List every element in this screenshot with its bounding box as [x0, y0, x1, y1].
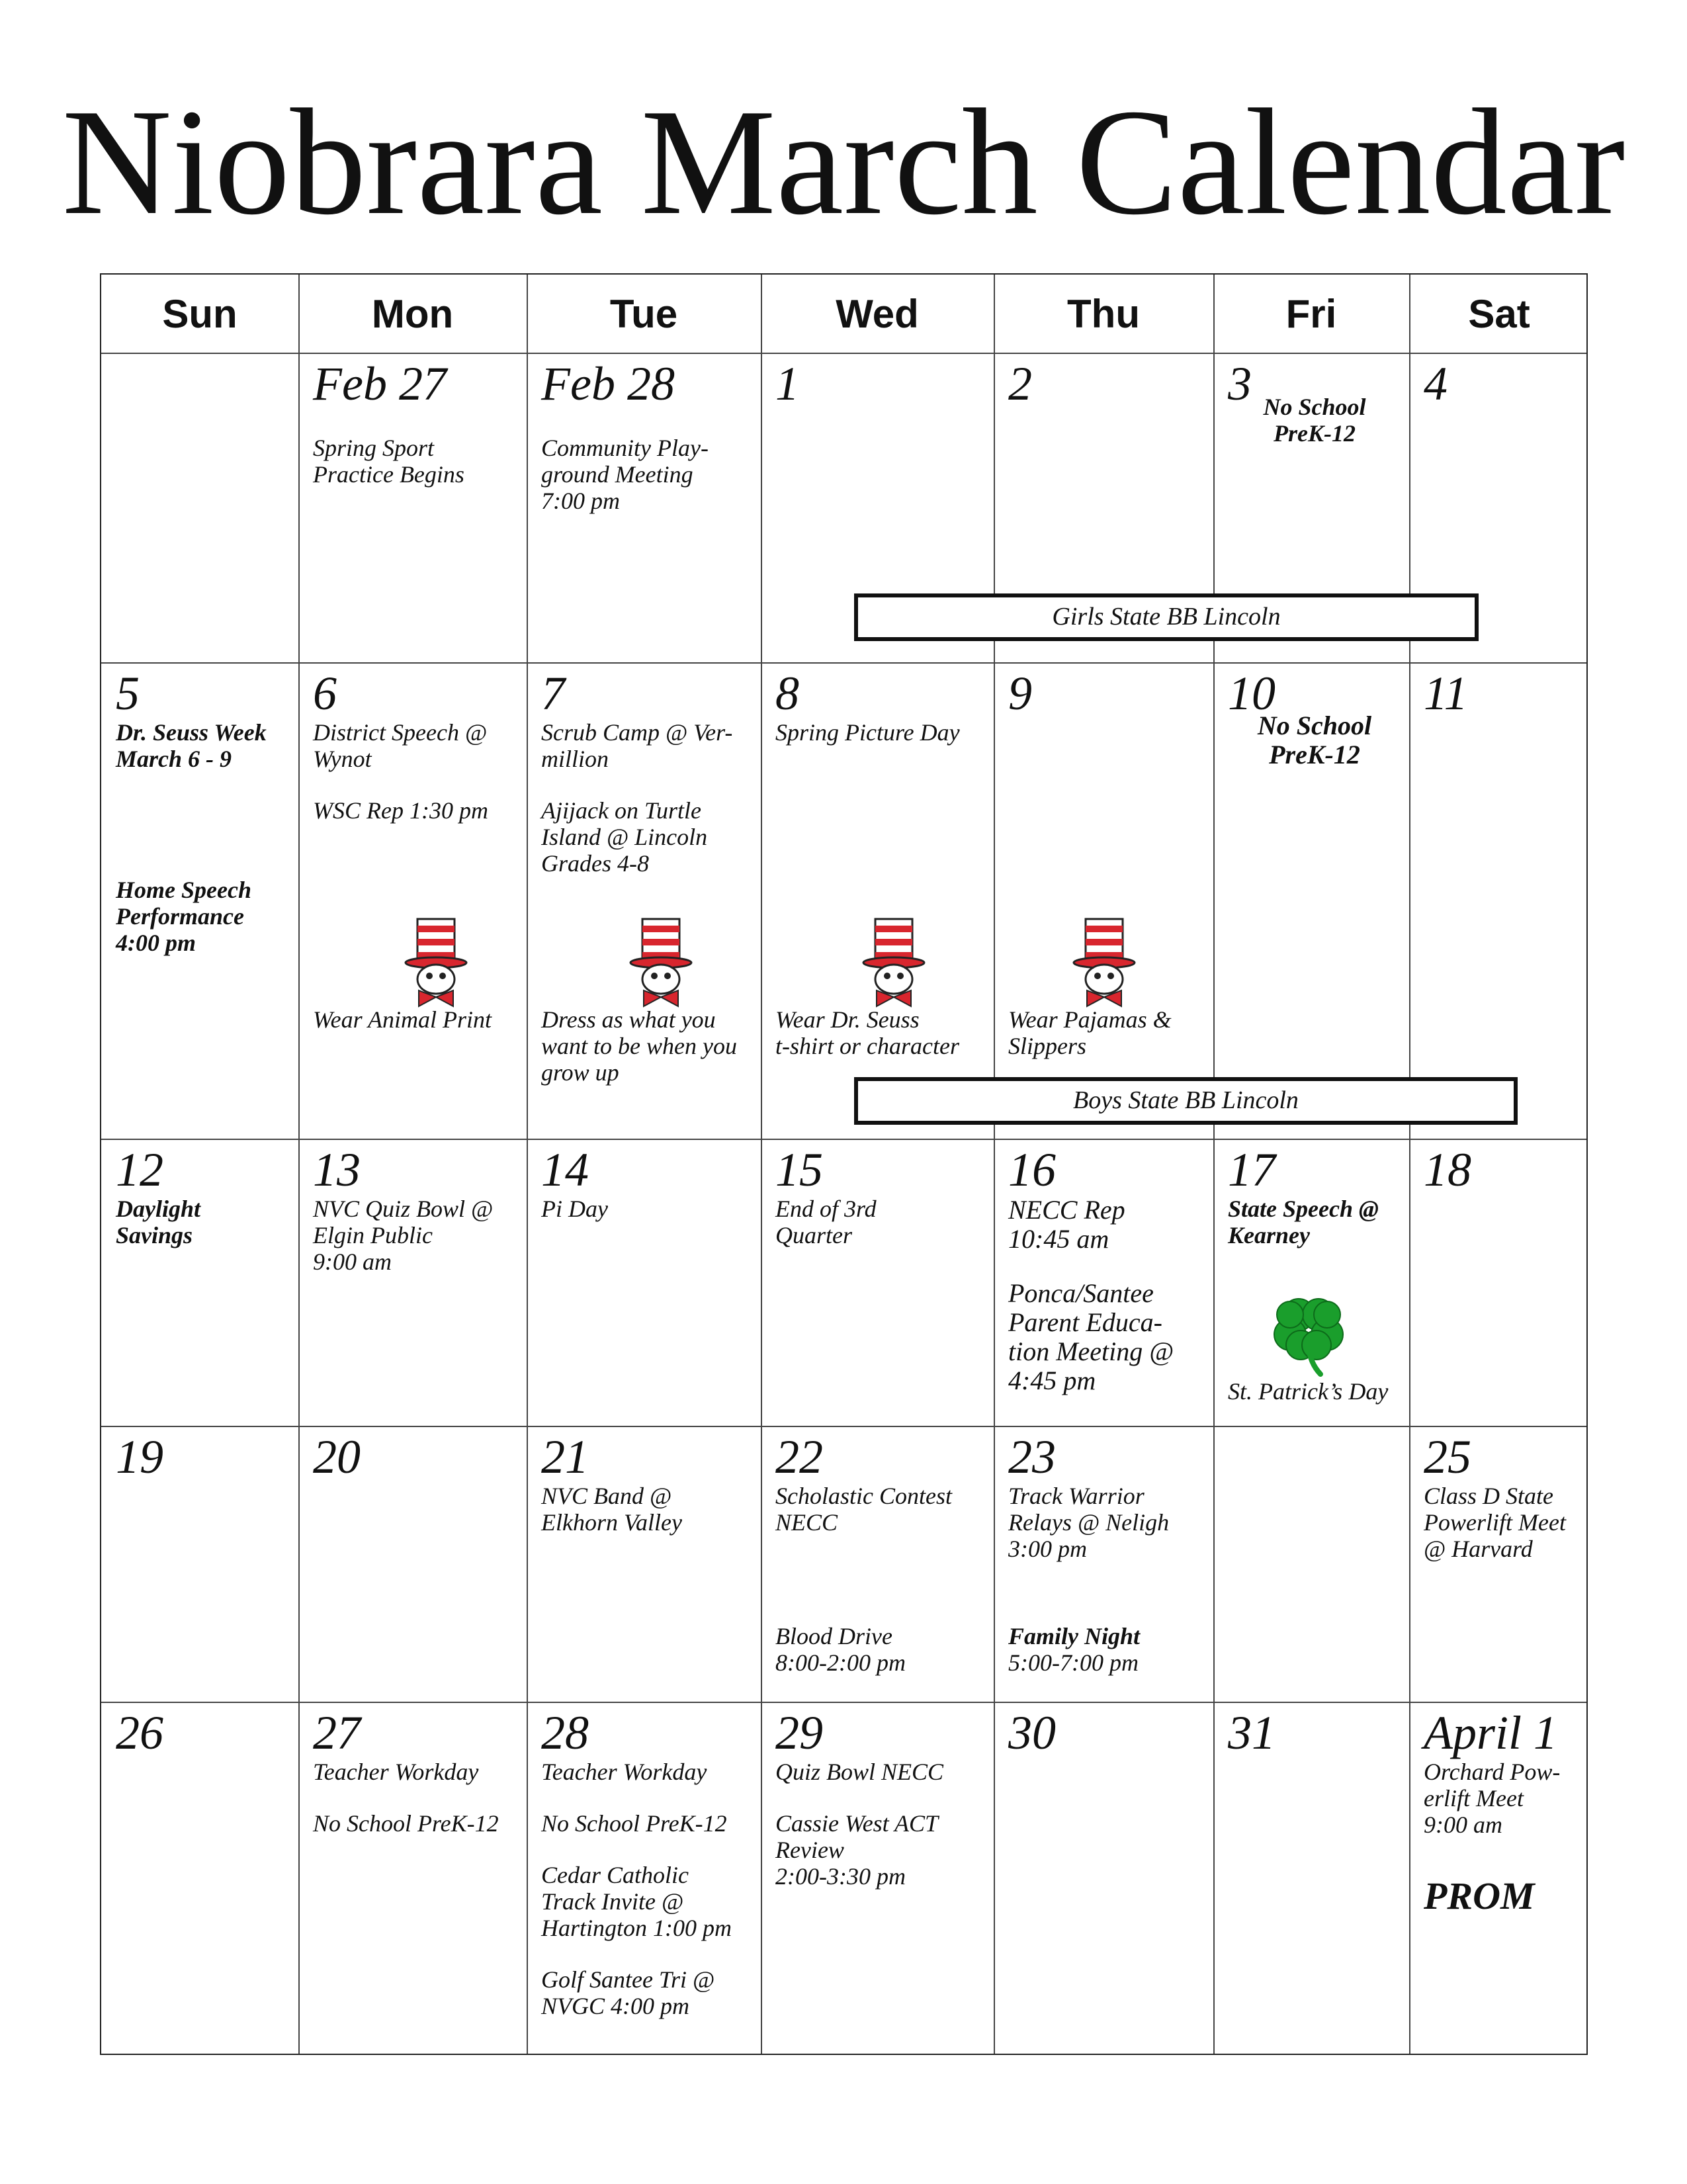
- day-cell: [1213, 662, 1409, 1139]
- date-number: 18: [1424, 1143, 1471, 1196]
- day-cell: [761, 1702, 994, 2055]
- event-text: Ajijack on Turtle Island @ Lincoln Grades 4-8: [541, 797, 708, 877]
- day-cell: [761, 1139, 994, 1426]
- day-cell: [994, 1702, 1213, 2055]
- day-cell: [298, 1702, 527, 2055]
- day-cell: [298, 1426, 527, 1702]
- day-cell: [994, 1426, 1213, 1702]
- date-number: Feb 27: [313, 357, 447, 410]
- event-text: Blood Drive 8:00-2:00 pm: [775, 1623, 906, 1676]
- event-text: St. Patrick’s Day: [1228, 1378, 1389, 1405]
- date-number: 27: [313, 1706, 361, 1759]
- day-cell: [527, 1702, 761, 2055]
- day-cell: [101, 662, 298, 1139]
- calendar-grid: [100, 273, 1588, 2055]
- event-text: NVC Quiz Bowl @ Elgin Public 9:00 am: [313, 1196, 494, 1275]
- date-number: 21: [541, 1430, 589, 1483]
- day-cell: [994, 1139, 1213, 1426]
- prom-label: PROM: [1424, 1874, 1535, 1917]
- date-number: 15: [775, 1143, 823, 1196]
- event-text: Dr. Seuss Week March 6 - 9: [116, 719, 267, 772]
- day-cell: [1213, 1139, 1409, 1426]
- event-text: Wear Dr. Seuss t-shirt or character: [775, 1006, 959, 1059]
- date-number: 14: [541, 1143, 589, 1196]
- date-number: 13: [313, 1143, 361, 1196]
- day-header-wed: Wed: [836, 291, 919, 336]
- day-header-mon: Mon: [371, 291, 454, 336]
- day-cell: [298, 662, 527, 1139]
- boys-state-bb-bar: [854, 1077, 1518, 1125]
- day-cell: [1409, 1702, 1589, 2055]
- day-header-tue: Tue: [609, 291, 678, 336]
- date-number: 4: [1424, 357, 1448, 410]
- day-cell: [1213, 1426, 1409, 1702]
- event-text: End of 3rd Quarter: [775, 1196, 877, 1248]
- day-cell: [527, 1139, 761, 1426]
- event-text: Cedar Catholic Track Invite @ Hartington 1:00 pm: [541, 1862, 732, 1941]
- girls-state-bb-bar: [854, 593, 1479, 641]
- event-text: NVC Band @ Elkhorn Valley: [541, 1483, 682, 1536]
- day-header-fri: Fri: [1285, 291, 1337, 336]
- day-cell: [1213, 1702, 1409, 2055]
- date-number: 9: [1008, 667, 1032, 720]
- date-number: 2: [1008, 357, 1032, 410]
- date-number: 5: [116, 667, 140, 720]
- event-text: Ponca/Santee Parent Educa- tion Meeting @ 4:45 pm: [1008, 1278, 1174, 1395]
- day-cell: [101, 1426, 298, 1702]
- day-cell: [527, 353, 761, 662]
- event-text: No School PreK-12: [313, 1810, 499, 1837]
- event-text: Teacher Workday: [541, 1759, 707, 1785]
- event-text: District Speech @ Wynot: [313, 719, 488, 772]
- event-text: Dress as what you want to be when you grow up: [541, 1006, 737, 1086]
- date-number: April 1: [1424, 1706, 1558, 1759]
- date-number: 7: [541, 667, 565, 720]
- day-header-sun: Sun: [162, 291, 238, 336]
- event-text: Track Warrior Relays @ Neligh 3:00 pm: [1008, 1483, 1170, 1562]
- cat-in-the-hat-icon: [615, 916, 707, 1012]
- day-cell: [1409, 1426, 1589, 1702]
- event-text: Cassie West ACT Review 2:00-3:30 pm: [775, 1810, 939, 1890]
- date-number: 25: [1424, 1430, 1471, 1483]
- event-text: Wear Pajamas & Slippers: [1008, 1006, 1172, 1059]
- event-text: Spring Picture Day: [775, 719, 960, 746]
- day-cell: [761, 1426, 994, 1702]
- day-header-sat: Sat: [1468, 291, 1530, 336]
- event-text: State Speech @ Kearney: [1228, 1196, 1379, 1248]
- date-number: 17: [1228, 1143, 1276, 1196]
- event-text: Orchard Pow- erlift Meet 9:00 am: [1424, 1759, 1561, 1838]
- page-title: Niobrara March Calendar: [62, 77, 1625, 246]
- event-text: WSC Rep 1:30 pm: [313, 797, 488, 824]
- no-school-note: No School PreK-12: [1257, 711, 1372, 769]
- event-text: Pi Day: [541, 1196, 608, 1222]
- date-number: 22: [775, 1430, 823, 1483]
- event-text: Scholastic Contest NECC: [775, 1483, 952, 1536]
- date-number: 30: [1008, 1706, 1056, 1759]
- day-cell: [298, 353, 527, 662]
- event-text: Scrub Camp @ Ver- million: [541, 719, 733, 772]
- date-number: 19: [116, 1430, 163, 1483]
- cat-in-the-hat-icon: [847, 916, 940, 1012]
- event-bar-label: Girls State BB Lincoln: [1052, 603, 1281, 631]
- no-school-note: No School PreK-12: [1263, 394, 1366, 447]
- event-text: Home Speech Performance 4:00 pm: [116, 877, 251, 956]
- event-text: Teacher Workday: [313, 1759, 479, 1785]
- date-number: 16: [1008, 1143, 1056, 1196]
- day-cell: [101, 1139, 298, 1426]
- event-text: Family Night: [1008, 1623, 1141, 1649]
- cat-in-the-hat-icon: [1058, 916, 1150, 1012]
- day-cell: [527, 662, 761, 1139]
- event-text: 5:00-7:00 pm: [1008, 1649, 1139, 1676]
- event-text: Community Play- ground Meeting 7:00 pm: [541, 435, 709, 514]
- date-number: 11: [1424, 667, 1468, 720]
- event-text: Spring Sport Practice Begins: [313, 435, 464, 488]
- event-text: Class D State Powerlift Meet @ Harvard: [1424, 1483, 1566, 1562]
- date-number: 31: [1228, 1706, 1276, 1759]
- day-cell: [527, 1426, 761, 1702]
- day-cell: [1409, 1139, 1589, 1426]
- event-text: Daylight Savings: [116, 1196, 201, 1248]
- date-number: 6: [313, 667, 337, 720]
- date-number: 1: [775, 357, 799, 410]
- date-number: 8: [775, 667, 799, 720]
- date-number: 28: [541, 1706, 589, 1759]
- event-text: Wear Animal Print: [313, 1006, 492, 1033]
- date-number: 10: [1228, 667, 1276, 720]
- event-text: Quiz Bowl NECC: [775, 1759, 944, 1785]
- date-number: 3: [1228, 357, 1252, 410]
- day-cell: [298, 1139, 527, 1426]
- event-text: Golf Santee Tri @ NVGC 4:00 pm: [541, 1966, 715, 2019]
- cat-in-the-hat-icon: [390, 916, 482, 1012]
- event-text: NECC Rep 10:45 am: [1008, 1195, 1125, 1254]
- date-number: 12: [116, 1143, 163, 1196]
- shamrock-icon: [1262, 1287, 1355, 1379]
- event-text: No School PreK-12: [541, 1810, 727, 1837]
- day-cell: [994, 662, 1213, 1139]
- date-number: 20: [313, 1430, 361, 1483]
- date-number: 29: [775, 1706, 823, 1759]
- day-cell: [101, 1702, 298, 2055]
- date-number: 23: [1008, 1430, 1056, 1483]
- date-number: Feb 28: [541, 357, 675, 410]
- day-header-thu: Thu: [1067, 291, 1140, 336]
- day-cell: [1409, 662, 1589, 1139]
- event-bar-label: Boys State BB Lincoln: [1073, 1086, 1299, 1114]
- date-number: 26: [116, 1706, 163, 1759]
- day-cell: [761, 662, 994, 1139]
